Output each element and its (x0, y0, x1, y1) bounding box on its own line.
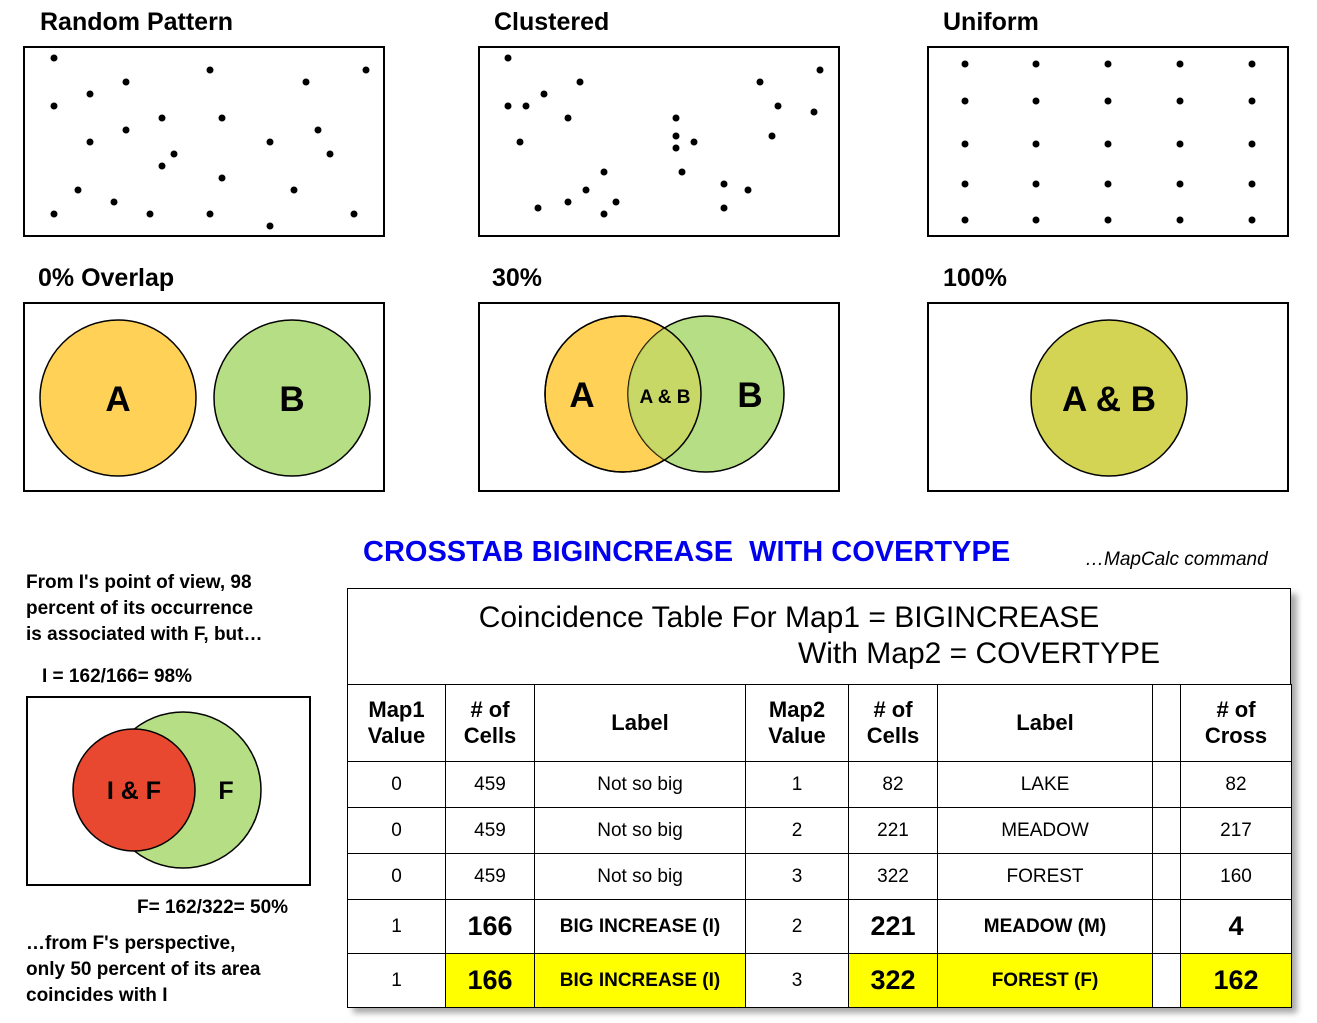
table-cell: 217 (1181, 808, 1292, 854)
table-cell: FOREST (F) (938, 954, 1153, 1008)
random-points (25, 48, 387, 239)
table-header-row (348, 685, 1292, 762)
i-view-note: From I's point of view, 98 percent of its occurrence is associated with F, but… (26, 572, 263, 645)
table-title-line2: With Map2 = COVERTYPE (797, 637, 1161, 670)
table-cell: 82 (1181, 762, 1292, 808)
table-cell (1153, 900, 1181, 954)
overlap-30-panel (478, 302, 840, 492)
col-spacer (1153, 685, 1181, 762)
table-cell: 0 (348, 762, 446, 808)
table-cell: 4 (1181, 900, 1292, 954)
label-b: B (279, 380, 305, 419)
table-cell: 1 (348, 954, 446, 1008)
clustered-panel (478, 46, 840, 237)
table-cell: 162 (1181, 954, 1292, 1008)
table-cell (1153, 954, 1181, 1008)
uniform-panel (927, 46, 1289, 237)
i-ratio: I = 162/166= 98% (42, 666, 193, 687)
label-b: B (737, 376, 763, 415)
table-cell: 166 (446, 900, 535, 954)
col-cross: # of Cross (1181, 685, 1292, 762)
table-row (348, 762, 1292, 808)
table-cell: 1 (746, 762, 849, 808)
table-cell: 0 (348, 854, 446, 900)
table-cell: BIG INCREASE (I) (535, 954, 746, 1008)
f-ratio: F= 162/322= 50% (137, 897, 289, 918)
col-cells1: # of Cells (446, 685, 535, 762)
table-cell (1153, 808, 1181, 854)
label-f: F (218, 777, 234, 805)
overlap-0-title: 0% Overlap (38, 264, 175, 292)
col-label2: Label (938, 685, 1153, 762)
table-cell: 459 (446, 808, 535, 854)
i-f-venn (28, 698, 313, 888)
table-cell (1153, 854, 1181, 900)
uniform-title: Uniform (943, 8, 1039, 36)
label-a: A (105, 380, 131, 419)
table-cell: Not so big (535, 808, 746, 854)
label-i-and-f: I & F (106, 777, 162, 805)
label-a-and-b: A & B (1062, 380, 1156, 419)
table-cell: FOREST (938, 854, 1153, 900)
random-pattern-panel (23, 46, 385, 237)
table-cell: MEADOW (938, 808, 1153, 854)
table-cell: 459 (446, 854, 535, 900)
table-cell: 221 (849, 900, 938, 954)
overlap-30-title: 30% (492, 264, 543, 292)
table-cell: LAKE (938, 762, 1153, 808)
coincidence-table (347, 588, 1291, 1007)
random-pattern-title: Random Pattern (40, 8, 234, 36)
overlap-30-venn (480, 304, 842, 494)
overlap-100-title: 100% (943, 264, 1007, 292)
table-cell: 166 (446, 954, 535, 1008)
table-cell (1153, 762, 1181, 808)
table-cell: 82 (849, 762, 938, 808)
table-row (348, 854, 1292, 900)
label-a: A (569, 376, 595, 415)
clustered-points (480, 48, 842, 239)
col-cells2: # of Cells (849, 685, 938, 762)
i-f-venn-panel (26, 696, 311, 886)
uniform-points (929, 48, 1291, 239)
overlap-100-venn (929, 304, 1291, 494)
table-cell: 2 (746, 900, 849, 954)
f-view-note: …from F's perspective, only 50 percent of its area coincides with I (26, 933, 261, 1006)
table-cell: Not so big (535, 762, 746, 808)
mapcalc-note: …MapCalc command (1085, 549, 1268, 570)
table-cell: Not so big (535, 854, 746, 900)
crosstab-command: CROSSTAB BIGINCREASE WITH COVERTYPE (363, 536, 1011, 568)
table-cell: 459 (446, 762, 535, 808)
table-cell: 2 (746, 808, 849, 854)
col-map1-value: Map1 Value (348, 685, 446, 762)
table-cell: 322 (849, 954, 938, 1008)
table-row (348, 808, 1292, 854)
col-map2-value: Map2 Value (746, 685, 849, 762)
table-cell: 3 (746, 854, 849, 900)
table-cell: 221 (849, 808, 938, 854)
table-title (347, 588, 1291, 684)
table-cell: 160 (1181, 854, 1292, 900)
col-label1: Label (535, 685, 746, 762)
clustered-title: Clustered (494, 8, 610, 36)
table-row-highlighted (348, 954, 1292, 1008)
table-cell: 322 (849, 854, 938, 900)
label-a-and-b: A & B (639, 387, 691, 408)
overlap-0-venn (25, 304, 387, 494)
table-cell: BIG INCREASE (I) (535, 900, 746, 954)
overlap-0-panel (23, 302, 385, 492)
table-cell: 0 (348, 808, 446, 854)
table-title-line1: Coincidence Table For Map1 = BIGINCREASE (478, 601, 1100, 634)
table-row (348, 900, 1292, 954)
table-cell: 3 (746, 954, 849, 1008)
table-cell: 1 (348, 900, 446, 954)
table-cell: MEADOW (M) (938, 900, 1153, 954)
table-grid (347, 684, 1292, 1008)
overlap-100-panel (927, 302, 1289, 492)
